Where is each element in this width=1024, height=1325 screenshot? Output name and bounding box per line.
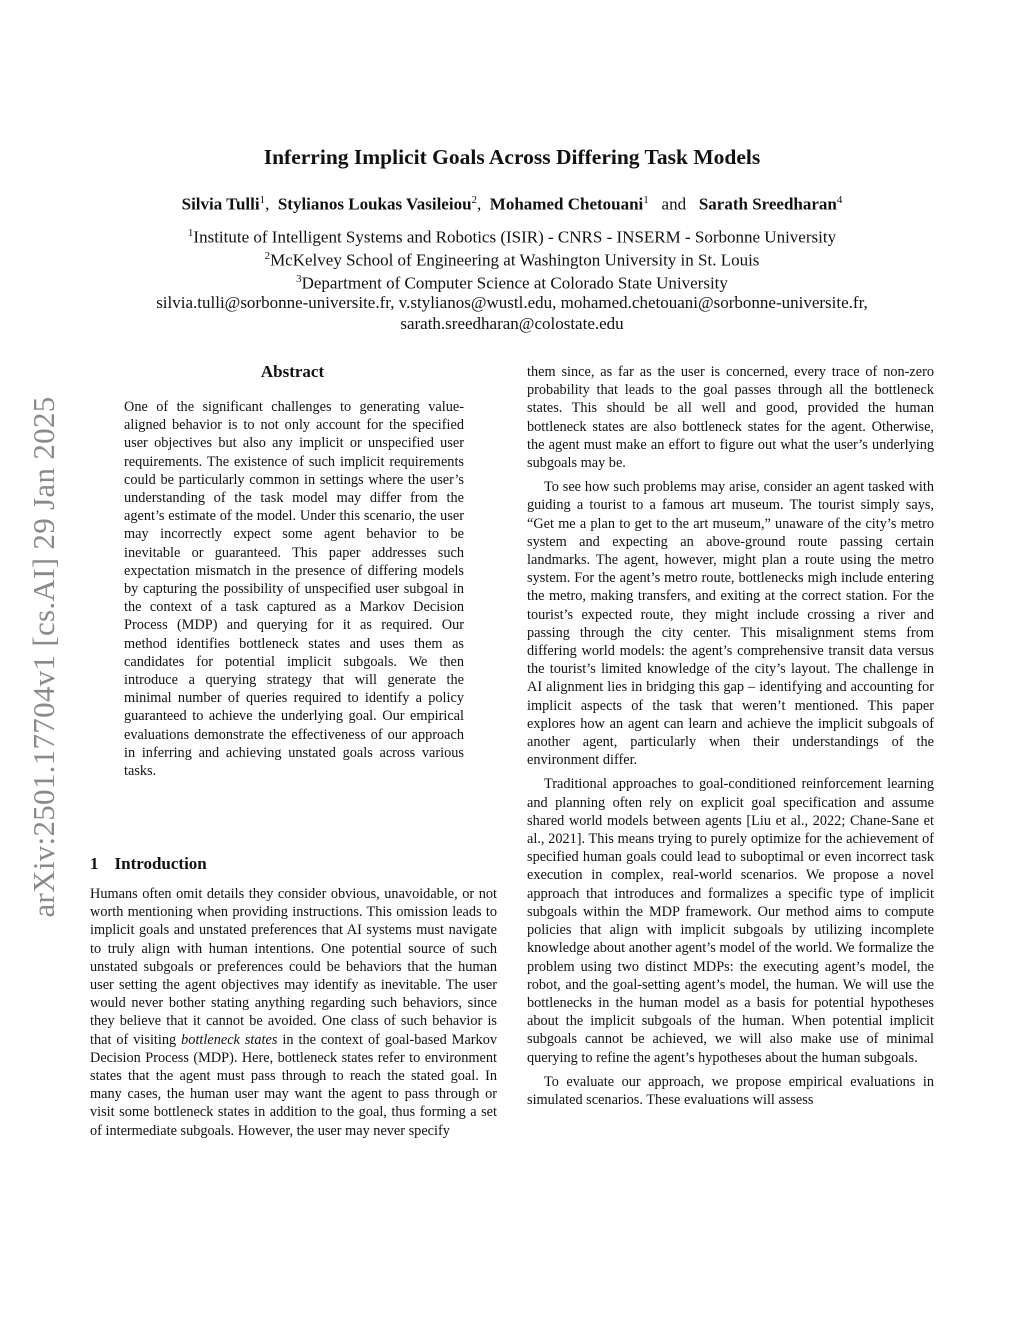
- author-affil-mark: 1: [259, 194, 266, 206]
- email-line: sarath.sreedharan@colostate.edu: [400, 314, 624, 333]
- body-paragraph: To evaluate our approach, we propose empirical evaluations in simulated scenarios. These evaluations will assess: [527, 1073, 934, 1108]
- body-paragraph: To see how such problems may arise, consider an agent tasked with guiding a tourist to a famous art museum. The tourist simply says, “Get me a plan to get to the art museum,” unaware of the city’s metro system and expecting an above-ground route passing certain landmarks. The agent, however, might plan a route using the metro system. For the agent’s metro route, bottlenecks migh include entering the metro, making transfers, and exiting at the correct station. For the tourist’s expected route, they might include crossing a river and passing through the city center. This misalignment stems from differing world models: the agent’s comprehensive transit data versus the tourist’s limited knowledge of the city’s layout. The challenge in AI alignment lies in bridging this gap – identifying and accounting for implicit aspects of the task that weren’t mentioned. This paper explores how an agent can learn and achieve the implicit subgoals of another agent, particularly when their understandings of the environment differ.: [527, 479, 934, 769]
- affiliation-text: McKelvey School of Engineering at Washington University in St. Louis: [270, 250, 760, 270]
- right-column: [527, 363, 934, 1115]
- author-affil-mark: 1: [643, 194, 649, 206]
- affiliation-mark: 3: [296, 273, 302, 285]
- arxiv-id-text: arXiv:2501.17704v1 [cs.AI] 29 Jan 2025: [26, 396, 61, 918]
- author-separator: ,: [477, 194, 482, 214]
- intro-body: [90, 885, 497, 1146]
- affiliation-text: Institute of Intelligent Systems and Robotics (ISIR) - CNRS - INSERM - Sorbonne University: [193, 227, 837, 247]
- section-number: 1: [90, 854, 99, 873]
- intro-emphasis: bottleneck states: [181, 1031, 278, 1048]
- paper-title: Inferring Implicit Goals Across Differing Task Models: [263, 145, 761, 169]
- abstract-body: [124, 398, 464, 786]
- abstract-heading: Abstract: [260, 362, 325, 381]
- intro-paragraph: [90, 885, 497, 1140]
- author-list: [0, 194, 1024, 215]
- section-heading: [90, 854, 207, 874]
- author-name: Mohamed Chetouani: [489, 194, 644, 214]
- intro-text: Humans often omit details they consider obvious, unavoidable, or not worth mentioning when providing instructions. This omission leads to implicit goals and unstated preferences that AI systems must navigate to truly align with human intentions. One potential source of such unstated subgoals or preferences could be behaviors that the human user setting the agent objectives may identify as inevitable. The user would never bother stating anything regarding such behaviors, since they believe that it cannot be avoided. One class of such behavior is that of visiting: [90, 886, 497, 1048]
- author-affil-mark: 2: [471, 194, 478, 206]
- body-paragraph: them since, as far as the user is concerned, every trace of non-zero probability that leads to the goal passes through all the bottleneck states. This should be all well and good, provided the human bottleneck states are also bottleneck states for the agent. Otherwise, the agent must make an effort to figure out what the user’s underlying subgoals may be.: [527, 364, 934, 472]
- author-separator: ,: [265, 194, 270, 214]
- body-paragraph: Traditional approaches to goal-conditioned reinforcement learning and planning often rely on explicit goal specification and assume shared world models between agents [Liu et al., 2022; Chane-Sane et al., 2021]. This means trying to purely optimize for the achievement of specified human goals could lead to suboptimal or even incorrect task execution in complex, real-world scenarios. We propose a novel approach that introduces and formalizes a specific type of implicit subgoals within the MDP framework. Our method aims to compute policies that align with implicit subgoals by utilizing incomplete knowledge about another agent’s model of the world. We formalize the problem using two distinct MDPs: the executing agent’s model, the robot, and the goal-setting agent’s model, the human. We will use the bottlenecks in the human model as a basis for potential hypotheses about the implicit subgoals of the human. When potential implicit subgoals cannot be achieved, we will also make use of minimal querying to refine the agent’s hypotheses about the human subgoals.: [527, 776, 934, 1066]
- author-name: Stylianos Loukas Vasileiou: [277, 194, 472, 214]
- abstract-text: One of the significant challenges to generating value-aligned behavior is to not only account for the specified user objectives but also any implicit or unspecified user requirements. The existence of such implicit requirements could be particularly common in settings where the user’s understanding of the task model may differ from the agent’s estimate of the model. Under this scenario, the user may incorrectly expect some agent behavior to be inevitable or guaranteed. This paper addresses such expectation mismatch in the presence of differing models by capturing the possibility of unspecified user subgoal in the context of a task captured as a Markov Decision Process (MDP) and querying for it as required. Our method identifies bottleneck states and uses them as candidates for potential implicit subgoals. We then introduce a querying strategy that will generate the minimal number of queries required to identify a policy guaranteed to achieve the underlying goal. Our empirical evaluations demonstrate the effectiveness of our approach in inferring and achieving unstated goals across various tasks.: [124, 399, 464, 780]
- author-and: and: [661, 194, 687, 214]
- affiliation-mark: 1: [187, 227, 194, 239]
- author-affil-mark: 4: [836, 194, 843, 206]
- section-title: Introduction: [114, 854, 207, 873]
- affiliation-mark: 2: [264, 250, 271, 262]
- author-name: Sarath Sreedharan: [698, 194, 837, 214]
- arxiv-identifier: [22, 372, 66, 942]
- intro-text: in the context of goal-based Markov Decision Process (MDP). Here, bottleneck states refer to environment states that the agent must pass through to reach the stated goal. In many cases, the human user may want the agent to pass through or visit some bottleneck states in addition to the goal, thus forming a set of intermediate subgoals. However, the user may never specify: [90, 1031, 498, 1139]
- affiliation-text: Department of Computer Science at Colorado State University: [301, 273, 728, 293]
- email-line: silvia.tulli@sorbonne-universite.fr, v.stylianos@wustl.edu, mohamed.chetouani@sorbonne-universite.fr,: [156, 293, 868, 312]
- author-name: Silvia Tulli: [181, 194, 260, 214]
